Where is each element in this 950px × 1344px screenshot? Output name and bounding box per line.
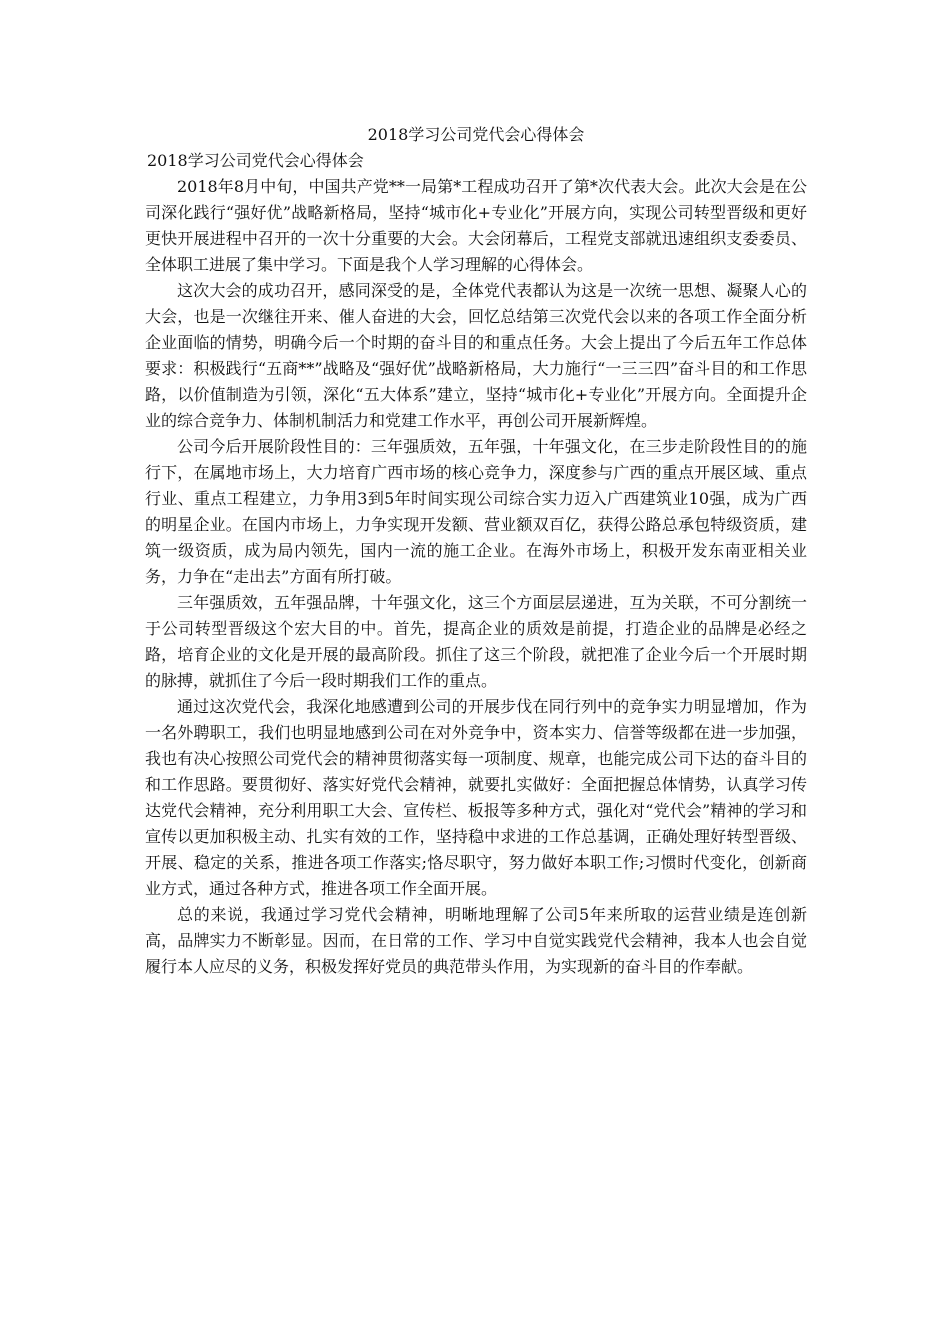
paragraph-1: 2018年8月中旬，中国共产党**一局第*工程成功召开了第*次代表大会。此次大会是在公司深化践行“强好优”战略新格局，坚持“城市化+专业化”开展方向，实现公司转型晋级和更好更快开展进程中召开的一次十分重要的大会。大会闭幕后，工程党支部就迅速组织支委委员、全体职工进展了集中学习。下面是我个人学习理解的心得体会。 xyxy=(145,177,807,274)
document-subtitle: 2018学习公司党代会心得体会 xyxy=(147,151,364,170)
paragraph-6: 总的来说，我通过学习党代会精神，明晰地理解了公司5年来所取的运营业绩是连创新高，品牌实力不断彰显。因而，在日常的工作、学习中自觉实践党代会精神，我本人也会自觉履行本人应尽的义务，积极发挥好党员的典范带头作用，为实现新的奋斗目的作奉献。 xyxy=(145,905,807,976)
paragraph-3: 公司今后开展阶段性目的：三年强质效，五年强，十年强文化，在三步走阶段性目的的施行下，在属地市场上，大力培育广西市场的核心竞争力，深度参与广西的重点开展区域、重点行业、重点工程建立，力争用3到5年时间实现公司综合实力迈入广西建筑业10强，成为广西的明星企业。在国内市场上，力争实现开发额、营业额双百亿，获得公路总承包特级资质，建筑一级资质，成为局内领先，国内一流的施工企业。在海外市场上，积极开发东南亚相关业务，力争在“走出去”方面有所打破。 xyxy=(145,437,807,586)
document-page xyxy=(145,122,807,980)
paragraph-2: 这次大会的成功召开，感同深受的是，全体党代表都认为这是一次统一思想、凝聚人心的大会，也是一次继往开来、催人奋进的大会，回忆总结第三次党代会以来的各项工作全面分析企业面临的情势，明确今后一个时期的奋斗目的和重点任务。大会上提出了今后五年工作总体要求：积极践行“五商**”战略及“强好优”战略新格局，大力施行“一三三四”奋斗目的和工作思路，以价值制造为引领，深化“五大体系”建立，坚持“城市化+专业化”开展方向。全面提升企业的综合竞争力、体制机制活力和党建工作水平，再创公司开展新辉煌。 xyxy=(145,281,807,430)
paragraph-5: 通过这次党代会，我深化地感遭到公司的开展步伐在同行列中的竞争实力明显增加，作为一名外聘职工，我们也明显地感到公司在对外竞争中，资本实力、信誉等级都在进一步加强，我也有决心按照公司党代会的精神贯彻落实每一项制度、规章，也能完成公司下达的奋斗目的和工作思路。要贯彻好、落实好党代会精神，就要扎实做好：全面把握总体情势，认真学习传达党代会精神，充分利用职工大会、宣传栏、板报等多种方式，强化对“党代会”精神的学习和宣传以更加积极主动、扎实有效的工作，坚持稳中求进的工作总基调，正确处理好转型晋级、开展、稳定的关系，推进各项工作落实;恪尽职守，努力做好本职工作;习惯时代变化，创新商业方式，通过各种方式，推进各项工作全面开展。 xyxy=(145,697,807,898)
paragraph-4: 三年强质效，五年强品牌，十年强文化，这三个方面层层递进，互为关联，不可分割统一于公司转型晋级这个宏大目的中。首先，提高企业的质效是前提，打造企业的品牌是必经之路，培育企业的文化是开展的最高阶段。抓住了这三个阶段，就把准了企业今后一个开展时期的脉搏，就抓住了今后一段时期我们工作的重点。 xyxy=(145,593,807,690)
document-title: 2018学习公司党代会心得体会 xyxy=(367,125,585,144)
